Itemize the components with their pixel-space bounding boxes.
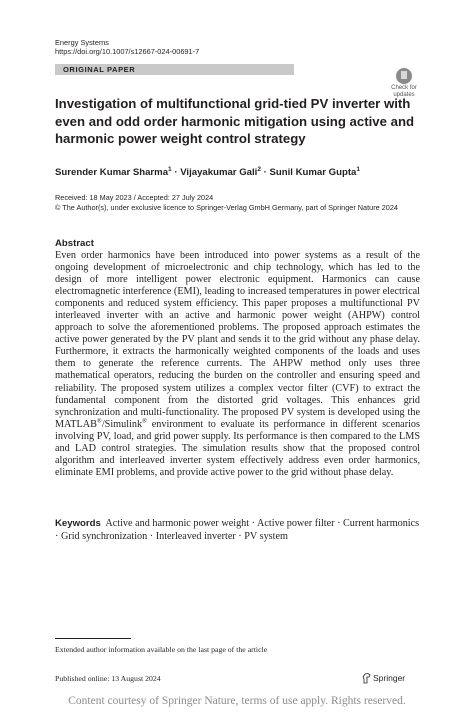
check-updates-line2: updates bbox=[393, 91, 415, 98]
author-name[interactable]: Sunil Kumar Gupta bbox=[269, 167, 357, 179]
keywords-list: Active and harmonic power weight · Active power filter · Current harmonics · Grid synchronization · Interleaved inverter · PV system bbox=[55, 518, 420, 542]
abstract-text bbox=[55, 250, 420, 479]
author-list bbox=[55, 164, 425, 179]
author-affiliation: 1 bbox=[168, 166, 172, 173]
author-name[interactable]: Vijayakumar Gali bbox=[180, 167, 258, 179]
abstract-text-part: /Simulink bbox=[101, 418, 143, 430]
registered-mark: ® bbox=[142, 417, 147, 425]
check-updates-line1: Check for bbox=[391, 85, 417, 91]
footnote-divider bbox=[55, 638, 131, 639]
footnote-text: Extended author information available on the last page of the article bbox=[55, 645, 268, 654]
registered-mark: ® bbox=[96, 417, 102, 425]
author-name[interactable]: Surender Kumar Sharma bbox=[55, 167, 169, 179]
abstract-text-part: Even order harmonics have been introduced into power systems as a result of the ongoing development of microelectronic and chip technology, which has led to the design of more intelligent power electronic equipment. Harmonics can cause electromagnetic interference (EMI), leading to increased temperatures in power electrical components and reduced system efficiency. This paper proposes a multifunctional PV interleaved inverter with an active and harmonic power weight (AHPW) control approach to solve the aforementioned problems. The proposed approach estimates the active power generated by the PV plant and sends it to the grid without any phase delay. Furthermore, it extracts the harmonically weighted components of the loads and uses them to generate the reference currents. The AHPW method only uses three mathematical operators, reducing the burden on the controller and ensuring speed and reliability. The proposed system utilizes a complex vector filter (CVF) to extract the fundamental component from the distorted grid voltages. This enhances grid synchronization and multi-functionality. The proposed PV system is developed using the MATLAB bbox=[55, 250, 420, 430]
paper-type-label: ORIGINAL PAPER bbox=[63, 65, 136, 74]
article-title: Investigation of multifunctional grid-tied PV inverter with even and odd order harmonic mitigation using active and harmonic power weight control strategy bbox=[55, 96, 415, 146]
author-affiliation: 2 bbox=[257, 166, 261, 173]
copyright-notice: © The Author(s), under exclusive licence to Springer-Verlag GmbH Germany, part of Springer Nature 2024 bbox=[55, 203, 398, 212]
published-date: Published online: 13 August 2024 bbox=[55, 674, 161, 683]
courtesy-watermark: Content courtesy of Springer Nature, terms of use apply. Rights reserved. bbox=[68, 695, 406, 707]
keywords-section bbox=[55, 518, 420, 543]
author-affiliation: 1 bbox=[356, 166, 361, 173]
keywords-label: Keywords bbox=[55, 518, 101, 529]
received-accepted-dates: Received: 18 May 2023 / Accepted: 27 July 2024 bbox=[55, 193, 214, 202]
bookmark-icon bbox=[401, 71, 407, 79]
abstract-text-part: environment to evaluate its performance in different scenarios involving PV, load, and grid power supply. Its performance is then compared to the LMS and LAD control strategies. The simulation results show that the proposed control algorithm and interleaved inverter system effectively address even order harmonics, eliminate EMI problems, and provide active power to the grid without phase delay. bbox=[55, 418, 420, 478]
author-separator: · bbox=[171, 167, 181, 179]
doi-link[interactable]: https://doi.org/10.1007/s12667-024-00691-7 bbox=[55, 47, 200, 56]
springer-horse-icon bbox=[362, 673, 371, 684]
author-separator: · bbox=[260, 167, 270, 179]
abstract-heading: Abstract bbox=[55, 238, 94, 249]
paper-type-bar bbox=[55, 64, 294, 75]
publisher-name: Springer bbox=[373, 673, 406, 683]
journal-name: Energy Systems bbox=[55, 38, 109, 47]
